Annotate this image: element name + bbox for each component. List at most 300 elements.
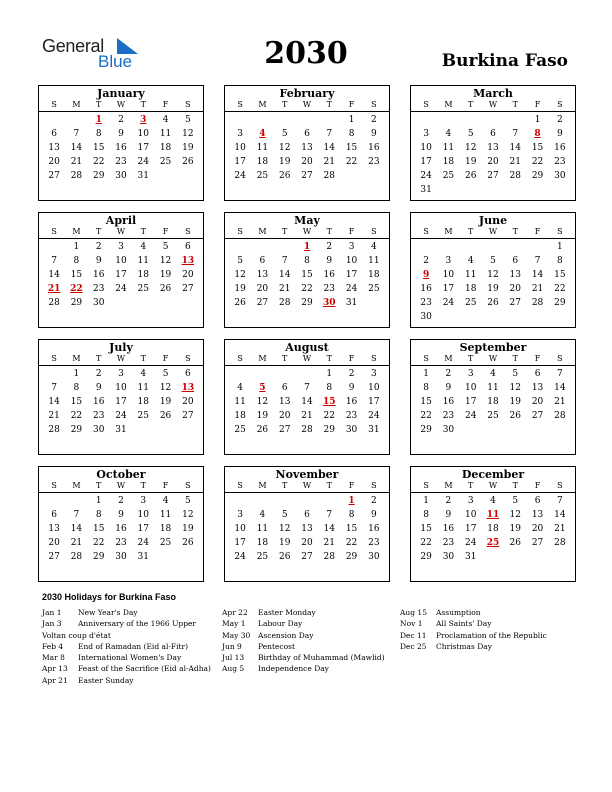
day-cell: 1 (423, 369, 429, 379)
day-cell: 22 (420, 411, 432, 421)
day-cell: 11 (368, 256, 380, 266)
day-cell: 14 (301, 397, 313, 407)
day-cell: 10 (137, 510, 149, 520)
day-cell: 11 (137, 256, 149, 266)
day-cell: 20 (301, 157, 313, 167)
month-december (410, 466, 576, 582)
day-cell: 23 (554, 157, 566, 167)
day-cell: 29 (70, 425, 83, 435)
day-cell: 6 (512, 256, 519, 266)
day-cell: 16 (368, 524, 380, 534)
month-name: November (275, 468, 339, 481)
weekday-label: S (185, 481, 191, 490)
day-cell: 2 (95, 242, 102, 252)
weekday-header (225, 227, 389, 239)
holiday-row (400, 618, 547, 629)
day-cell: 28 (48, 425, 60, 435)
day-cell: 10 (368, 383, 380, 393)
holiday-date: Aug 5 (222, 664, 245, 674)
day-cell: 10 (442, 270, 455, 280)
day-cell: 4 (490, 496, 496, 506)
day-cell: 15 (345, 143, 358, 153)
holiday-name: Pentecost (258, 641, 296, 651)
weekday-label: M (444, 100, 453, 109)
day-cell: 24 (464, 538, 477, 548)
day-cell: 26 (182, 538, 194, 548)
holiday-name: Birthday of Muhammad (Mawlid) (258, 653, 385, 663)
day-cell: 26 (509, 411, 521, 421)
month-name: January (97, 87, 145, 100)
weekday-label: W (302, 354, 312, 363)
day-cell: 2 (445, 496, 452, 506)
day-cell: 8 (423, 510, 429, 520)
day-cell: 28 (554, 538, 566, 548)
weekday-label: T (140, 354, 146, 363)
day-cell: 25 (159, 538, 172, 548)
holiday-name: Easter Monday (258, 608, 316, 617)
day-cell: 6 (304, 510, 310, 520)
weekday-label: S (237, 481, 243, 490)
weekday-label: M (258, 227, 267, 236)
weekday-label: T (282, 354, 288, 363)
weekday-header (225, 100, 389, 112)
month-name: March (473, 87, 513, 100)
day-cell: 11 (464, 270, 477, 280)
weekday-label: T (468, 227, 474, 236)
day-cell: 27 (301, 552, 313, 562)
day-cell: 24 (234, 552, 246, 562)
day-grid (411, 366, 575, 437)
holiday-day-cell: 22 (70, 284, 83, 294)
empty-cell (65, 113, 87, 127)
day-cell: 4 (490, 369, 496, 379)
day-cell: 22 (323, 411, 335, 421)
weekday-label: W (488, 100, 498, 109)
month-february (224, 85, 390, 201)
day-cell: 10 (345, 256, 358, 266)
day-cell: 22 (531, 157, 544, 167)
day-cell: 19 (509, 397, 521, 407)
empty-cell (296, 367, 318, 381)
calendar-year: 2030 (264, 36, 348, 71)
day-cell: 17 (137, 143, 149, 153)
day-cell: 2 (95, 369, 102, 379)
day-cell: 11 (137, 383, 149, 393)
day-cell: 18 (234, 411, 246, 421)
day-cell: 11 (442, 143, 455, 153)
day-cell: 18 (137, 270, 149, 280)
weekday-header (411, 100, 575, 112)
day-cell: 22 (70, 411, 83, 421)
day-cell: 20 (531, 397, 544, 407)
empty-cell (504, 240, 526, 254)
weekday-label: F (348, 354, 355, 363)
month-name: September (459, 341, 527, 354)
day-grid (411, 112, 575, 197)
day-cell: 4 (445, 129, 452, 139)
day-cell: 21 (554, 524, 566, 534)
holiday-day-cell: 1 (95, 115, 102, 125)
weekday-label: W (302, 227, 312, 236)
day-cell: 6 (51, 129, 57, 139)
holiday-day-cell: 1 (303, 242, 311, 252)
day-cell: 31 (464, 552, 477, 562)
day-cell: 18 (487, 524, 499, 534)
weekday-label: S (423, 100, 429, 109)
day-cell: 30 (442, 425, 455, 435)
weekday-label: T (140, 227, 146, 236)
day-cell: 29 (323, 425, 335, 435)
day-cell: 15 (345, 524, 358, 534)
day-cell: 20 (509, 284, 521, 294)
empty-cell (43, 113, 65, 127)
day-cell: 26 (464, 171, 477, 181)
day-cell: 3 (370, 369, 377, 379)
day-cell: 2 (118, 496, 124, 506)
holiday-date: Jul 13 (222, 653, 245, 663)
day-cell: 19 (509, 524, 521, 534)
day-cell: 23 (368, 538, 380, 548)
day-cell: 8 (73, 256, 80, 266)
day-cell: 9 (348, 383, 355, 393)
day-cell: 1 (348, 115, 355, 125)
weekday-label: F (534, 227, 541, 236)
day-cell: 21 (554, 397, 566, 407)
day-cell: 21 (70, 538, 83, 548)
day-cell: 24 (464, 411, 477, 421)
day-cell: 5 (184, 496, 191, 506)
holiday-day-cell: 15 (323, 397, 336, 407)
weekday-label: F (534, 354, 541, 363)
holiday-date: Feb 4 (42, 641, 64, 651)
day-cell: 23 (92, 284, 105, 294)
day-grid (225, 239, 389, 310)
day-cell: 1 (423, 496, 429, 506)
day-cell: 28 (531, 298, 544, 308)
day-cell: 16 (368, 143, 380, 153)
day-cell: 23 (420, 298, 432, 308)
day-cell: 10 (464, 510, 477, 520)
day-cell: 12 (509, 383, 521, 393)
day-cell: 20 (48, 157, 60, 167)
holiday-row (222, 607, 385, 618)
day-cell: 2 (445, 369, 452, 379)
day-cell: 26 (509, 538, 521, 548)
day-cell: 28 (554, 411, 566, 421)
month-name: July (109, 341, 133, 354)
day-cell: 24 (368, 411, 380, 421)
empty-cell (415, 240, 437, 254)
day-cell: 14 (48, 270, 60, 280)
day-cell: 22 (554, 284, 566, 294)
day-cell: 5 (184, 115, 191, 125)
day-cell: 4 (467, 256, 474, 266)
day-cell: 8 (95, 510, 102, 520)
day-cell: 14 (70, 524, 83, 534)
day-cell: 6 (259, 256, 266, 266)
day-cell: 18 (256, 538, 269, 548)
weekday-label: F (162, 227, 169, 236)
holiday-row (42, 652, 211, 663)
day-cell: 19 (278, 157, 291, 167)
day-cell: 25 (464, 298, 477, 308)
day-cell: 21 (323, 538, 335, 548)
day-cell: 11 (234, 397, 246, 407)
day-cell: 14 (48, 397, 60, 407)
weekday-label: F (348, 100, 355, 109)
empty-cell (251, 113, 273, 127)
day-cell: 17 (442, 284, 455, 294)
day-cell: 26 (278, 171, 291, 181)
day-cell: 17 (464, 397, 477, 407)
day-cell: 12 (278, 524, 291, 534)
holiday-column (400, 607, 547, 652)
day-cell: 21 (323, 157, 335, 167)
day-cell: 11 (487, 383, 499, 393)
day-cell: 12 (278, 143, 291, 153)
day-cell: 25 (159, 157, 172, 167)
day-cell: 18 (464, 284, 477, 294)
holiday-row (222, 663, 385, 674)
day-grid (39, 239, 203, 310)
day-cell: 3 (467, 496, 474, 506)
empty-cell (251, 494, 273, 508)
day-cell: 29 (531, 171, 544, 181)
day-cell: 11 (256, 143, 269, 153)
weekday-header (39, 354, 203, 366)
day-cell: 27 (531, 411, 544, 421)
holiday-name: Anniversary of the 1966 Upper (78, 619, 197, 629)
day-cell: 12 (487, 270, 499, 280)
month-name: December (461, 468, 525, 481)
day-cell: 16 (115, 524, 127, 534)
empty-cell (251, 367, 273, 381)
day-cell: 10 (115, 383, 127, 393)
holiday-date: May 30 (222, 630, 251, 640)
day-cell: 25 (256, 171, 269, 181)
weekday-label: T (512, 481, 518, 490)
day-cell: 19 (159, 397, 172, 407)
day-cell: 4 (140, 369, 147, 379)
day-cell: 14 (70, 143, 83, 153)
weekday-label: T (96, 354, 102, 363)
day-cell: 24 (115, 284, 127, 294)
holiday-name: Christmas Day (436, 641, 492, 651)
day-cell: 7 (326, 510, 333, 520)
day-cell: 2 (556, 115, 563, 125)
day-cell: 12 (234, 270, 246, 280)
day-cell: 27 (182, 284, 194, 294)
day-cell: 24 (442, 298, 455, 308)
day-cell: 25 (256, 552, 269, 562)
holiday-date: Dec 11 (400, 630, 427, 640)
day-cell: 30 (420, 312, 432, 322)
day-cell: 25 (234, 425, 246, 435)
day-cell: 6 (184, 242, 191, 252)
day-cell: 29 (554, 298, 566, 308)
weekday-label: S (51, 227, 57, 236)
holiday-day-cell: 21 (47, 284, 61, 294)
day-cell: 27 (509, 298, 521, 308)
day-cell: 21 (278, 284, 291, 294)
holiday-date: Dec 25 (400, 641, 427, 651)
day-cell: 7 (556, 496, 563, 506)
day-cell: 18 (137, 397, 149, 407)
day-cell: 15 (531, 143, 544, 153)
day-cell: 19 (487, 284, 499, 294)
month-april (38, 212, 204, 328)
weekday-label: T (140, 481, 146, 490)
day-cell: 27 (278, 425, 291, 435)
day-cell: 24 (420, 171, 432, 181)
day-cell: 11 (159, 129, 172, 139)
day-cell: 5 (162, 369, 169, 379)
day-cell: 15 (420, 524, 432, 534)
weekday-label: F (162, 481, 169, 490)
weekday-label: M (444, 227, 453, 236)
day-cell: 23 (345, 411, 358, 421)
day-cell: 18 (442, 157, 455, 167)
day-cell: 24 (115, 411, 127, 421)
holiday-row (222, 630, 385, 641)
day-cell: 7 (534, 256, 541, 266)
day-cell: 19 (182, 524, 194, 534)
day-cell: 22 (92, 157, 105, 167)
month-january (38, 85, 204, 201)
day-cell: 3 (467, 369, 474, 379)
month-may (224, 212, 390, 328)
day-cell: 30 (92, 298, 105, 308)
day-cell: 6 (51, 510, 57, 520)
weekday-label: T (326, 354, 332, 363)
day-grid (39, 366, 203, 437)
day-cell: 29 (92, 552, 105, 562)
day-cell: 27 (48, 171, 60, 181)
holiday-row (400, 630, 547, 641)
holiday-date: Mar 8 (42, 653, 65, 663)
holiday-row (222, 641, 385, 652)
month-july (38, 339, 204, 455)
weekday-header (411, 227, 575, 239)
weekday-label: M (444, 481, 453, 490)
weekday-label: T (512, 354, 518, 363)
empty-cell (274, 240, 296, 254)
day-cell: 5 (512, 369, 519, 379)
day-cell: 16 (442, 524, 455, 534)
day-cell: 3 (237, 510, 243, 520)
holiday-column (222, 607, 385, 675)
day-cell: 10 (464, 383, 477, 393)
weekday-label: T (96, 481, 102, 490)
weekday-header (39, 481, 203, 493)
day-cell: 16 (92, 397, 105, 407)
weekday-label: S (51, 481, 57, 490)
weekday-label: M (72, 227, 81, 236)
day-cell: 2 (326, 242, 333, 252)
day-cell: 31 (137, 552, 149, 562)
holiday-date: Apr 13 (42, 664, 68, 674)
day-cell: 3 (118, 369, 124, 379)
day-cell: 15 (554, 270, 566, 280)
weekday-label: S (371, 227, 377, 236)
day-grid (411, 239, 575, 324)
empty-cell (526, 240, 548, 254)
day-cell: 3 (140, 496, 147, 506)
day-cell: 23 (323, 284, 335, 294)
day-cell: 20 (256, 284, 269, 294)
day-cell: 7 (51, 256, 57, 266)
day-cell: 17 (234, 538, 246, 548)
day-cell: 24 (137, 538, 149, 548)
holiday-date: Jan 1 (42, 608, 62, 617)
day-cell: 28 (509, 171, 521, 181)
holiday-row (42, 630, 211, 641)
day-cell: 13 (301, 143, 313, 153)
day-cell: 21 (509, 157, 521, 167)
empty-cell (229, 240, 251, 254)
day-cell: 10 (234, 143, 246, 153)
day-cell: 30 (115, 552, 127, 562)
day-cell: 2 (370, 115, 377, 125)
holiday-day-cell: 5 (259, 383, 266, 393)
day-cell: 20 (278, 411, 291, 421)
day-cell: 6 (304, 129, 310, 139)
day-cell: 10 (115, 256, 127, 266)
day-cell: 16 (554, 143, 566, 153)
day-cell: 14 (323, 143, 335, 153)
day-cell: 30 (554, 171, 566, 181)
weekday-label: T (326, 481, 332, 490)
day-cell: 13 (509, 270, 521, 280)
day-cell: 9 (95, 256, 102, 266)
day-cell: 19 (278, 538, 291, 548)
empty-cell (65, 494, 87, 508)
day-cell: 15 (92, 143, 105, 153)
holiday-row (222, 652, 385, 663)
day-cell: 27 (301, 171, 313, 181)
holiday-name: Independence Day (258, 664, 329, 674)
day-cell: 18 (368, 270, 380, 280)
day-cell: 9 (445, 383, 452, 393)
day-cell: 24 (345, 284, 358, 294)
day-cell: 11 (159, 510, 172, 520)
day-cell: 16 (323, 270, 335, 280)
day-cell: 28 (323, 171, 335, 181)
day-cell: 31 (137, 171, 149, 181)
day-cell: 12 (159, 256, 172, 266)
weekday-label: T (326, 100, 332, 109)
day-cell: 15 (70, 270, 83, 280)
day-cell: 5 (512, 496, 519, 506)
holiday-date: Jun 9 (222, 641, 242, 651)
holiday-name: International Women's Day (78, 653, 182, 663)
holiday-day-cell: 30 (323, 298, 336, 308)
month-name: February (279, 87, 335, 100)
day-cell: 12 (509, 510, 521, 520)
holiday-row (42, 607, 211, 618)
day-cell: 8 (73, 383, 80, 393)
weekday-label: S (423, 354, 429, 363)
day-cell: 13 (487, 143, 499, 153)
holiday-name: Ascension Day (258, 630, 314, 640)
day-cell: 29 (420, 552, 432, 562)
weekday-label: W (302, 481, 312, 490)
day-cell: 4 (162, 115, 169, 125)
holiday-name: End of Ramadan (Eid al-Fitr) (78, 641, 189, 651)
day-cell: 13 (531, 383, 544, 393)
weekday-header (411, 481, 575, 493)
day-cell: 25 (137, 411, 149, 421)
